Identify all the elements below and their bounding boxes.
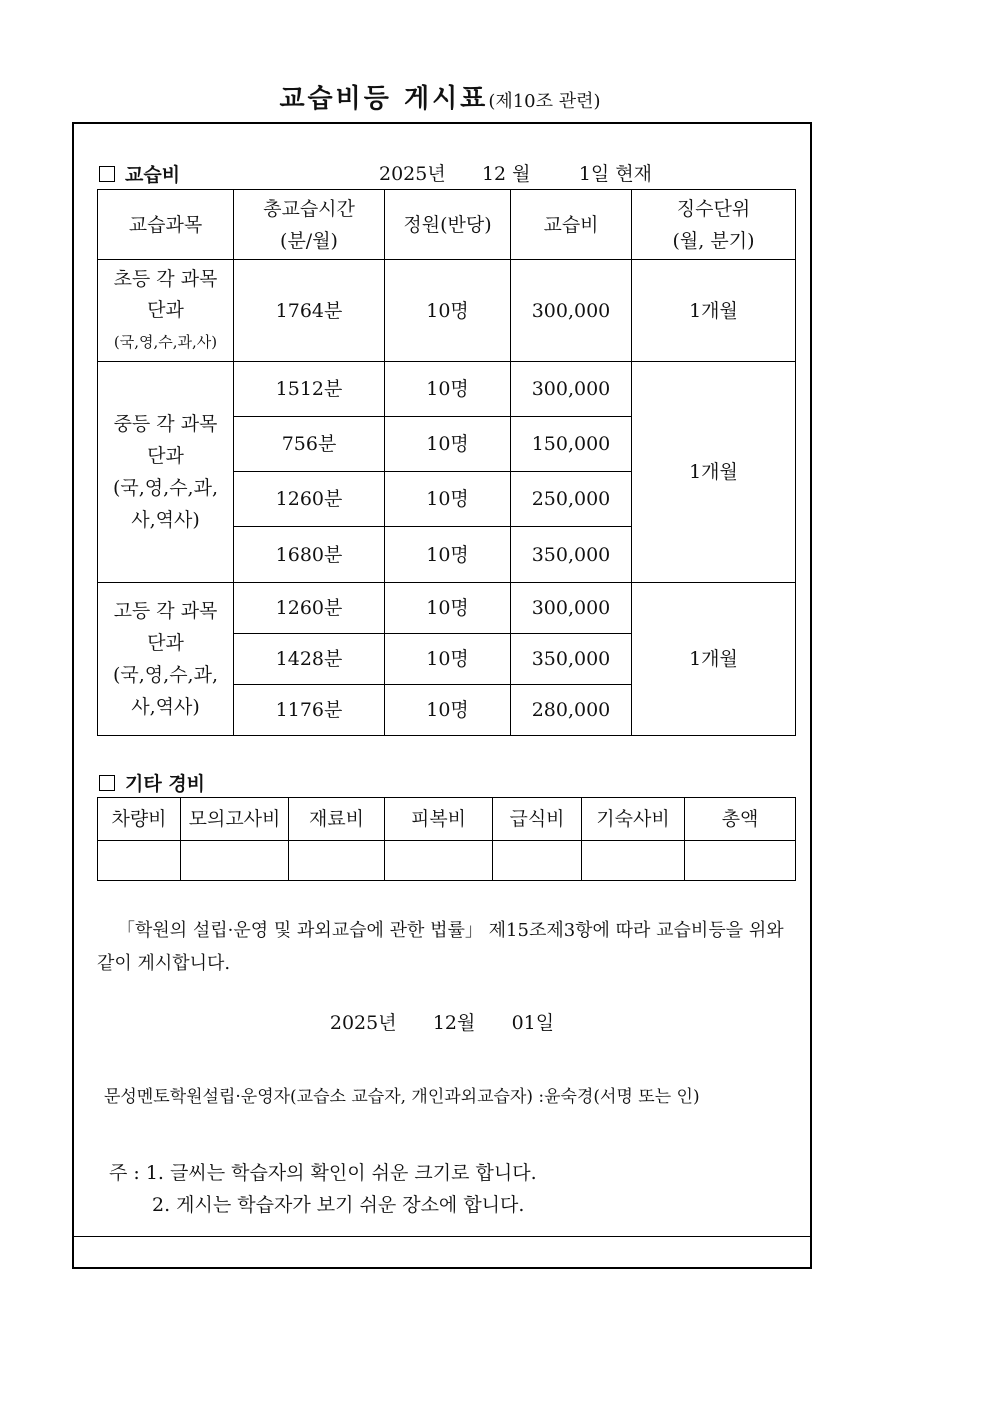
- other-values-row: [98, 841, 796, 881]
- group-name-line: 단과: [147, 298, 184, 321]
- header-unit: [632, 190, 796, 260]
- capacity-cell: 10명: [385, 527, 511, 583]
- capacity-cell: 10명: [385, 685, 511, 736]
- header-hours: [234, 190, 385, 260]
- group-name-line: (국,영,수,과,: [113, 477, 218, 499]
- header-hours-line1: 총교습시간: [263, 197, 355, 220]
- note-1: 주 : 1. 글씨는 학습자의 확인이 쉬운 크기로 합니다.: [109, 1162, 537, 1184]
- fee-cell: 250,000: [511, 472, 632, 527]
- header-subject: 교습과목: [98, 190, 234, 260]
- header-capacity: 정원(반당): [385, 190, 511, 260]
- group-name-line: 사,역사): [131, 509, 200, 531]
- fee-cell: 300,000: [511, 583, 632, 634]
- title-main: 교습비등 게시표: [279, 84, 489, 114]
- header-unit-line2: (월, 분기): [672, 229, 755, 252]
- table-row: [98, 362, 796, 417]
- legal-statement: 「학원의 설립·운영 및 과외교습에 관한 법률」 제15조제3항에 따라 교습비등을 위와 같이 게시합니다.: [97, 920, 784, 974]
- header-clothing: 피복비: [385, 798, 493, 841]
- capacity-cell: 10명: [385, 583, 511, 634]
- current-date: 2025년 12 월 1일 현재: [379, 163, 653, 185]
- group-name-line: 단과: [147, 445, 184, 467]
- group-name-high: [98, 583, 234, 736]
- header-fee: 교습비: [511, 190, 632, 260]
- header-hours-line2: (분/월): [280, 229, 338, 252]
- fee-cell: 300,000: [511, 362, 632, 417]
- tuition-heading: [99, 160, 180, 187]
- header-unit-line1: 징수단위: [676, 197, 751, 220]
- value-meals: [493, 841, 582, 881]
- fee-cell: 300,000: [511, 260, 632, 362]
- checkbox-square-icon: [99, 775, 115, 791]
- value-clothing: [385, 841, 493, 881]
- hours-cell: 1428분: [234, 634, 385, 685]
- notes: [109, 1157, 537, 1221]
- fee-cell: 150,000: [511, 417, 632, 472]
- hours-cell: 756분: [234, 417, 385, 472]
- tuition-heading-label: 교습비: [125, 164, 181, 186]
- unit-cell: 1개월: [632, 260, 796, 362]
- group-name-line: 사,역사): [131, 696, 200, 718]
- other-expenses-table: [97, 797, 796, 881]
- header-materials: 재료비: [289, 798, 385, 841]
- note-2: 2. 게시는 학습자가 보기 쉬운 장소에 합니다.: [152, 1194, 525, 1216]
- hours-cell: 1260분: [234, 472, 385, 527]
- group-name-line: 초등 각 과목: [113, 267, 218, 290]
- checkbox-square-icon: [99, 166, 115, 182]
- unit-cell: 1개월: [632, 362, 796, 583]
- capacity-cell: 10명: [385, 362, 511, 417]
- value-total: [685, 841, 796, 881]
- value-vehicle: [98, 841, 181, 881]
- table-row: [98, 260, 796, 362]
- group-name-elementary: [98, 260, 234, 362]
- other-header-row: [98, 798, 796, 841]
- title-sub: (제10조 관련): [488, 91, 601, 112]
- signer-line: 문성멘토학원설립·운영자(교습소 교습자, 개인과외교습자) :윤숙경(서명 또는 인): [104, 1087, 700, 1107]
- fee-cell: 280,000: [511, 685, 632, 736]
- fee-cell: 350,000: [511, 634, 632, 685]
- capacity-cell: 10명: [385, 472, 511, 527]
- hours-cell: 1260분: [234, 583, 385, 634]
- capacity-cell: 10명: [385, 634, 511, 685]
- header-total: 총액: [685, 798, 796, 841]
- hours-cell: 1764분: [234, 260, 385, 362]
- group-name-line: 고등 각 과목: [113, 600, 218, 622]
- sign-date: 2025년 12월 01일: [329, 1012, 555, 1034]
- value-mock-exam: [181, 841, 289, 881]
- document-title: [0, 78, 880, 115]
- fee-cell: 350,000: [511, 527, 632, 583]
- other-heading-label: 기타 경비: [125, 773, 206, 795]
- hours-cell: 1512분: [234, 362, 385, 417]
- tuition-header-row: [98, 190, 796, 260]
- bottom-divider: [74, 1236, 810, 1237]
- header-vehicle: 차량비: [98, 798, 181, 841]
- unit-cell: 1개월: [632, 583, 796, 736]
- other-heading: [99, 769, 205, 796]
- capacity-cell: 10명: [385, 260, 511, 362]
- hours-cell: 1176분: [234, 685, 385, 736]
- tuition-table: [97, 189, 796, 736]
- header-meals: 급식비: [493, 798, 582, 841]
- table-row: [98, 583, 796, 634]
- hours-cell: 1680분: [234, 527, 385, 583]
- value-dormitory: [582, 841, 685, 881]
- group-name-middle: [98, 362, 234, 583]
- header-dormitory: 기숙사비: [582, 798, 685, 841]
- group-name-line: 단과: [147, 632, 184, 654]
- capacity-cell: 10명: [385, 417, 511, 472]
- value-materials: [289, 841, 385, 881]
- header-mock-exam: 모의고사비: [181, 798, 289, 841]
- group-name-line: (국,영,수,과,: [113, 664, 218, 686]
- group-name-line: (국,영,수,과,사): [113, 332, 218, 351]
- group-name-line: 중등 각 과목: [113, 413, 218, 435]
- notice-frame: [72, 122, 812, 1269]
